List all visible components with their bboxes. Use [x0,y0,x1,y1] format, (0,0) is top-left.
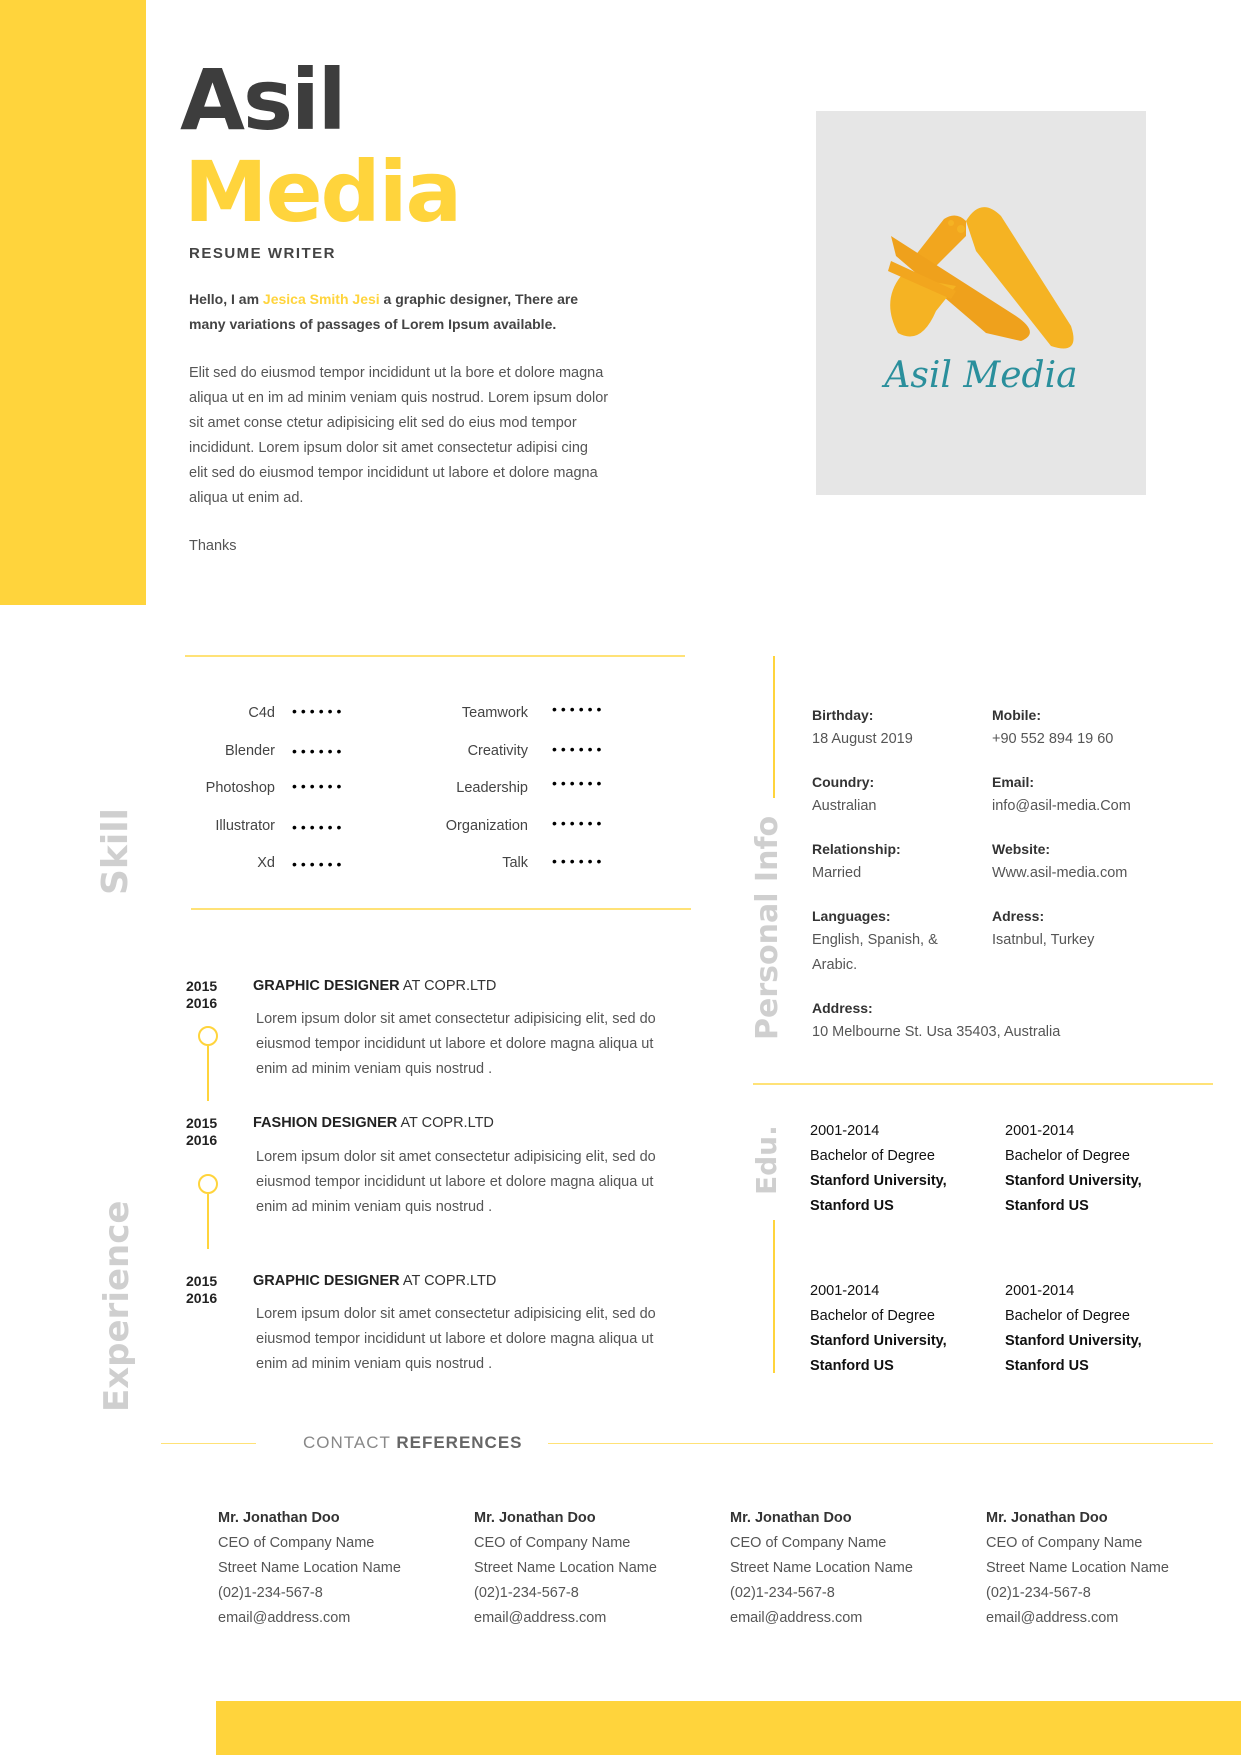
edu-school: Stanford University, [1005,1173,1142,1189]
website-value: Www.asil-media.com [992,865,1128,881]
exp-desc-line: eiusmod tempor incididunt ut labore et dolore magna aliqua ut [256,1174,654,1190]
exp-title [253,1115,494,1131]
skill-rating: •••••• [552,701,606,717]
edu-place: Stanford US [1005,1358,1089,1374]
thanks-text: Thanks [189,538,237,554]
edu-years: 2001-2014 [1005,1283,1075,1299]
exp-desc-line: Lorem ipsum dolor sit amet consectetur adipisicing elit, sed do [256,1011,656,1027]
edu-section-label: Edu. [750,1125,783,1195]
name-line2: Media [184,143,461,241]
skill-rating: •••••• [292,819,346,835]
ref-phone: (02)1-234-567-8 [474,1585,579,1601]
edu-degree: Bachelor of Degree [1005,1148,1130,1164]
personal-info-bottom-divider [753,1083,1213,1085]
exp-title [253,978,496,994]
intro-paragraph: Elit sed do eiusmod tempor incididunt ut la bore et dolore magna aliqua ut en im ad minim veniam quis nostrud. Lorem ipsum dolor sit amet conse ctetur adipisicing elit sed do eius mod tempor incididunt. Lorem ipsum dolor sit amet consectetur adipisi cing elit sed do eiusmod tempor incididunt ut labore et dolore magna aliqua ut enim ad. [189,365,609,506]
intro-suffix: a graphic designer, There are many variations of passages of Lorem Ipsum available. [189,291,579,332]
mobile-label: Mobile: [992,707,1041,723]
ref-name: Mr. Jonathan Doo [474,1510,596,1526]
exp-year-start: 2015 [186,1273,218,1289]
ref-street: Street Name Location Name [730,1560,913,1576]
reference-card [730,1506,913,1631]
edu-degree: Bachelor of Degree [1005,1308,1130,1324]
ref-street: Street Name Location Name [474,1560,657,1576]
skill-name: Leadership [456,780,528,796]
ref-street: Street Name Location Name [218,1560,401,1576]
skill-name: Talk [502,855,528,871]
ref-name: Mr. Jonathan Doo [218,1510,340,1526]
skill-name: Blender [225,743,275,759]
ref-email: email@address.com [218,1610,351,1626]
exp-year-end: 2016 [186,1290,218,1306]
ref-phone: (02)1-234-567-8 [730,1585,835,1601]
personal-info-vline [773,656,775,798]
timeline-dot [198,1174,218,1194]
exp-title [253,1273,496,1289]
ref-role: CEO of Company Name [730,1535,887,1551]
ref-email: email@address.com [730,1610,863,1626]
edu-place: Stanford US [810,1358,894,1374]
ref-email: email@address.com [986,1610,1119,1626]
edu-years: 2001-2014 [810,1283,880,1299]
exp-company: AT COPR.LTD [399,1273,497,1289]
exp-desc-line: enim ad minim veniam quis nostrud . [256,1356,493,1372]
skill-rating: •••••• [552,853,606,869]
ref-role: CEO of Company Name [218,1535,375,1551]
skill-name: Organization [445,818,528,834]
edu-school: Stanford University, [810,1333,947,1349]
exp-year-start: 2015 [186,978,218,994]
ref-phone: (02)1-234-567-8 [986,1585,1091,1601]
website-label: Website: [992,841,1051,857]
skill-rating: •••••• [292,703,346,719]
exp-year-end: 2016 [186,995,218,1011]
edu-school: Stanford University, [1005,1333,1142,1349]
logo-text: Asil Media [884,355,1078,396]
relationship-label: Relationship: [812,841,901,857]
name-line1: Asil [180,51,345,149]
ref-name: Mr. Jonathan Doo [986,1510,1108,1526]
skill-name: Teamwork [461,705,528,721]
intro-highlight: Jesica Smith Jesi [262,291,380,307]
timeline-dot [198,1026,218,1046]
edu-entry [810,1279,947,1379]
edu-degree: Bachelor of Degree [810,1308,935,1324]
exp-description [256,1007,666,1082]
skill-rating: •••••• [552,815,606,831]
skill-name: Photoshop [205,780,275,796]
logo-mark-icon [816,111,1146,495]
ref-name: Mr. Jonathan Doo [730,1510,852,1526]
skill-name: C4d [248,705,275,721]
ref-divider-left [161,1443,256,1444]
ref-email: email@address.com [474,1610,607,1626]
skill-rating: •••••• [552,741,606,757]
skill-rating: •••••• [552,775,606,791]
email-label: Email: [992,774,1035,790]
ref-phone: (02)1-234-567-8 [218,1585,323,1601]
timeline-line [207,1194,209,1249]
edu-degree: Bachelor of Degree [810,1148,935,1164]
exp-year-end: 2016 [186,1132,218,1148]
references-heading [303,1433,523,1453]
skill-name: Xd [257,855,275,871]
skill-name: Creativity [467,743,528,759]
exp-role: GRAPHIC DESIGNER [253,978,400,994]
edu-place: Stanford US [1005,1198,1089,1214]
edu-years: 2001-2014 [1005,1123,1075,1139]
ref-role: CEO of Company Name [986,1535,1143,1551]
exp-role: GRAPHIC DESIGNER [253,1273,400,1289]
email-value: info@asil-media.Com [992,798,1131,814]
reference-card [474,1506,657,1631]
exp-role: FASHION DESIGNER [253,1115,398,1131]
edu-vline [773,1220,775,1373]
left-accent-bar [0,0,146,605]
languages-value-2: Arabic. [812,957,858,973]
edu-entry [1005,1119,1142,1219]
edu-years: 2001-2014 [810,1123,880,1139]
exp-desc-line: Lorem ipsum dolor sit amet consectetur adipisicing elit, sed do [256,1306,656,1322]
ref-street: Street Name Location Name [986,1560,1169,1576]
exp-desc-line: Lorem ipsum dolor sit amet consectetur adipisicing elit, sed do [256,1149,656,1165]
exp-year-start: 2015 [186,1115,218,1131]
exp-company: AT COPR.LTD [399,978,497,994]
reference-card [218,1506,401,1631]
exp-description [256,1145,666,1220]
exp-desc-line: eiusmod tempor incididunt ut labore et dolore magna aliqua ut [256,1331,654,1347]
skill-rating: •••••• [292,743,346,759]
skill-rating: •••••• [292,778,346,794]
skill-name: Illustrator [215,818,275,834]
ref-divider-right [548,1443,1213,1444]
exp-company: AT COPR.LTD [397,1115,494,1131]
relationship-value: Married [812,865,862,881]
address-value: 10 Melbourne St. Usa 35403, Australia [812,1024,1061,1040]
intro-prefix: Hello, I am [189,291,263,307]
intro-text [189,287,609,337]
languages-label: Languages: [812,908,891,924]
skill-top-divider [185,655,685,657]
birthday-label: Birthday: [812,707,874,723]
ref-role: CEO of Company Name [474,1535,631,1551]
bottom-accent-bar [216,1701,1241,1755]
country-value: Australian [812,798,877,814]
exp-desc-line: enim ad minim veniam quis nostrud . [256,1061,493,1077]
edu-school: Stanford University, [810,1173,947,1189]
skill-rating: •••••• [292,856,346,872]
reference-card [986,1506,1169,1631]
timeline-line [207,1046,209,1101]
address-label: Address: [812,1000,873,1016]
edu-place: Stanford US [810,1198,894,1214]
ref-heading-bold: REFERENCES [396,1433,523,1452]
job-title: RESUME WRITER [189,245,336,262]
birthday-value: 18 August 2019 [812,731,913,747]
country-label: Coundry: [812,774,875,790]
exp-desc-line: enim ad minim veniam quis nostrud . [256,1199,493,1215]
experience-section-label: Experience [97,1200,137,1412]
mobile-value: +90 552 894 19 60 [992,731,1114,747]
edu-entry [1005,1279,1142,1379]
skill-bottom-divider [191,908,691,910]
exp-description [256,1302,666,1377]
skill-section-label: Skill [95,808,136,895]
ref-heading-light: CONTACT [303,1433,397,1452]
adress-label: Adress: [992,908,1045,924]
edu-entry [810,1119,947,1219]
adress-value: Isatnbul, Turkey [992,932,1095,948]
languages-value-1: English, Spanish, & [812,932,938,948]
personal-info-section-label: Personal Info [750,815,785,1040]
exp-desc-line: eiusmod tempor incididunt ut labore et dolore magna aliqua ut [256,1036,654,1052]
logo-box [816,111,1146,495]
